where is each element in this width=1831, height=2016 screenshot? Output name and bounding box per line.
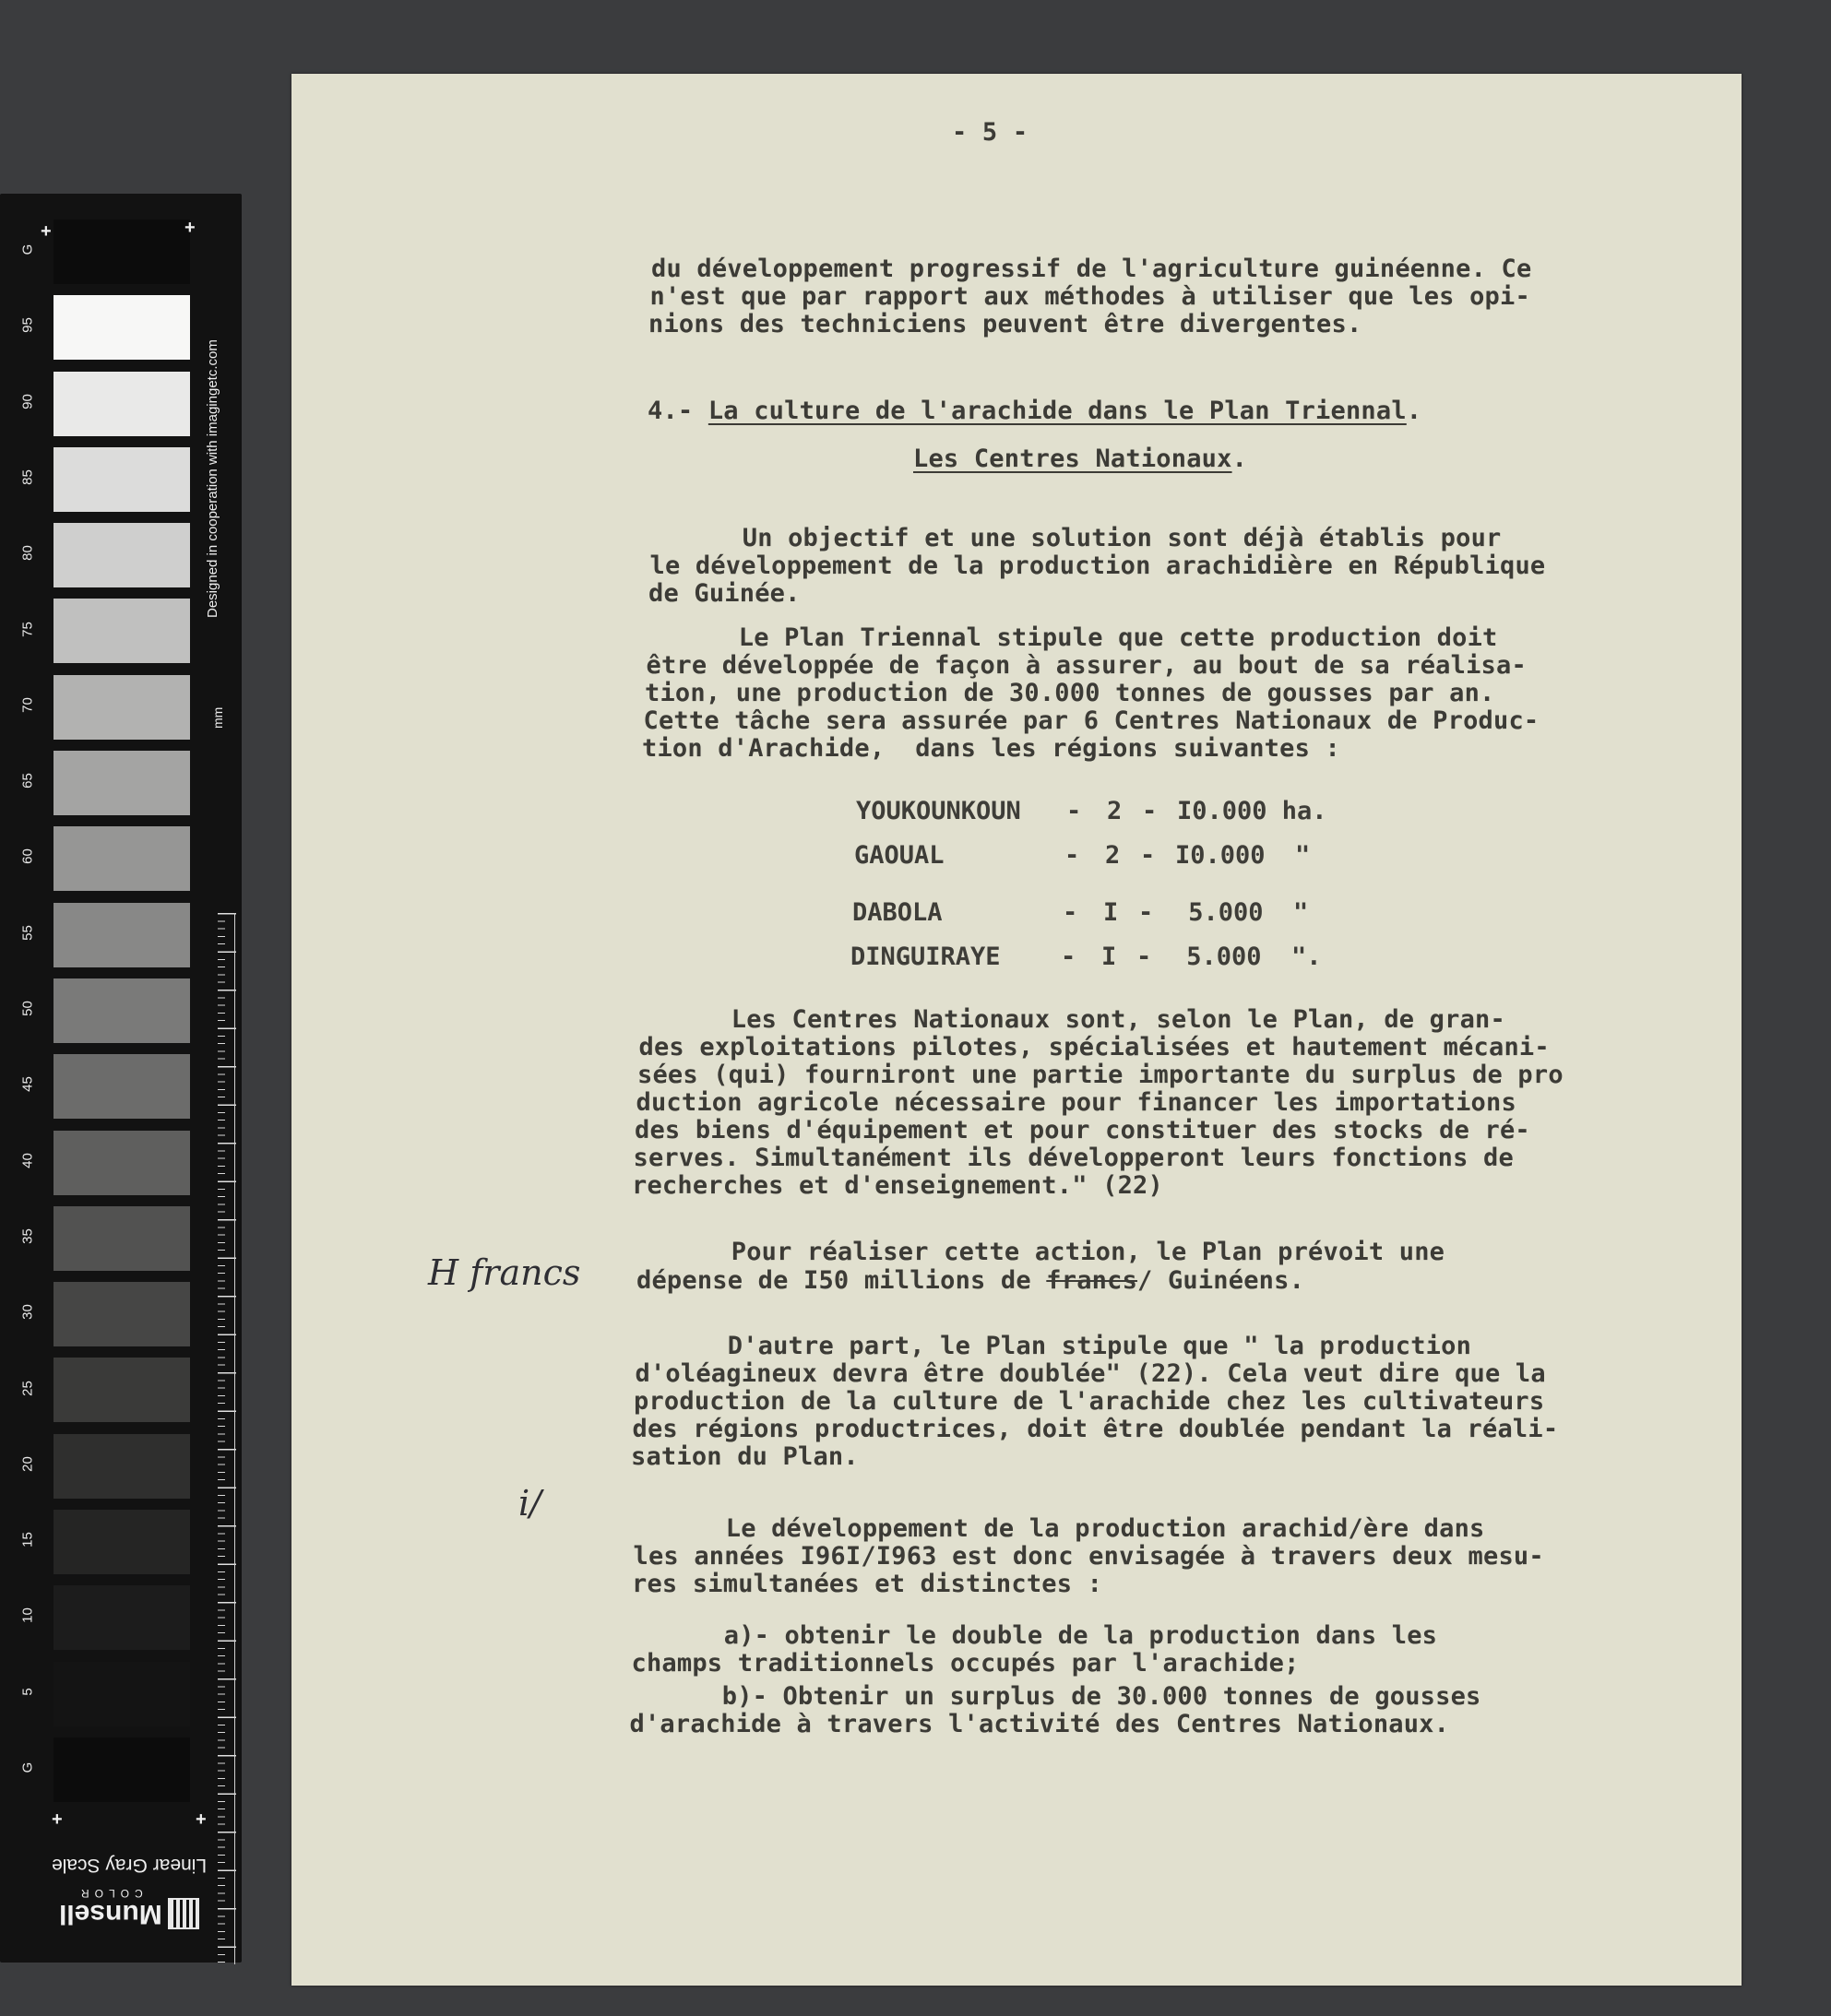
- text-line: être développée de façon à assurer, au bout de sa réalisa-: [646, 651, 1527, 680]
- gray-step-label: 15: [19, 1532, 36, 1548]
- gray-step-label: 50: [19, 1001, 36, 1016]
- struck-word: francs: [1046, 1266, 1138, 1295]
- gray-step-label: 70: [19, 696, 36, 713]
- text-line: Le Plan Triennal stipule que cette production doit: [648, 623, 1498, 652]
- text-line: sation du Plan.: [631, 1442, 859, 1471]
- handwritten-margin-mark: i/: [518, 1483, 541, 1524]
- region-area: I0.000 ha.: [1177, 797, 1327, 825]
- gray-swatch: [54, 1662, 190, 1726]
- text-line: serves. Simultanément ils développeront leurs fonctions de: [633, 1144, 1514, 1172]
- text-line: des régions productrices, doit être doublée pendant la réali-: [632, 1415, 1559, 1443]
- mm-ruler-edge: [234, 913, 235, 1964]
- gray-swatch: [54, 1206, 190, 1271]
- text-line: n'est que par rapport aux méthodes à utiliser que les opi-: [649, 282, 1530, 311]
- gray-swatch: [54, 523, 190, 587]
- gray-step-label: 20: [19, 1455, 36, 1472]
- gray-swatch: [54, 1510, 190, 1574]
- text-line: nions des techniciens peuvent être divergentes.: [648, 310, 1362, 338]
- text-line: des exploitations pilotes, spécialisées et hautement mécani-: [638, 1033, 1550, 1061]
- gray-step-label: 90: [19, 393, 36, 409]
- text-line: Les Centres Nationaux sont, selon le Plan, de gran-: [640, 1005, 1505, 1034]
- section-heading: [648, 397, 1421, 425]
- gray-swatch: [54, 295, 190, 360]
- text-line: les années I96I/I963 est donc envisagée à travers deux mesu-: [633, 1542, 1544, 1571]
- text-line: D'autre part, le Plan stipule que " la production: [636, 1332, 1472, 1360]
- gray-step-label: 85: [19, 469, 36, 485]
- gray-swatch: [54, 1054, 190, 1119]
- gray-swatch: [54, 1358, 190, 1422]
- paragraph-4-line2: [636, 1266, 1304, 1295]
- text-line: le développement de la production arachidière en République: [649, 551, 1546, 580]
- text-line: Un objectif et une solution sont déjà établis pour: [651, 524, 1502, 552]
- munsell-logo-icon: [168, 1898, 199, 1929]
- mm-ruler-major-ticks: [218, 913, 236, 1964]
- text-line: d'arachide à travers l'activité des Centres Nationaux.: [629, 1710, 1450, 1738]
- dash: -: [1140, 841, 1156, 870]
- paragraph-4-text-a: dépense de I50 millions de: [636, 1266, 1047, 1295]
- gray-swatches: [54, 219, 196, 1813]
- text-line: champs traditionnels occupés par l'arachide;: [631, 1649, 1300, 1678]
- region-name: GAOUAL: [854, 841, 945, 870]
- gray-swatch: [54, 1282, 190, 1346]
- gray-step-label: G: [19, 1761, 36, 1773]
- gray-swatch: [54, 903, 190, 967]
- gray-swatch: [54, 372, 190, 436]
- gray-step-label: 65: [19, 773, 36, 789]
- gray-step-label: 10: [19, 1607, 36, 1624]
- credit-text: Designed in cooperation with imagingetc.com: [205, 339, 220, 618]
- gray-swatch: [54, 1131, 190, 1195]
- center-count: 2: [1107, 797, 1123, 825]
- brand-sub: COLOR: [76, 1887, 143, 1900]
- gray-swatch: [54, 219, 190, 284]
- region-name: DINGUIRAYE: [850, 943, 1001, 971]
- gray-step-label: 95: [19, 317, 36, 334]
- text-line: tion, une production de 30.000 tonnes de gousses par an.: [645, 679, 1495, 707]
- section-number: 4.-: [648, 397, 694, 425]
- gray-step-label: 35: [19, 1228, 36, 1244]
- gray-swatch: [54, 978, 190, 1043]
- gray-step-label: 55: [19, 924, 36, 941]
- gray-step-label: 60: [19, 848, 36, 865]
- dash: -: [1138, 898, 1154, 927]
- region-name: YOUKOUNKOUN: [856, 797, 1021, 825]
- registration-mark: +: [196, 1809, 207, 1830]
- gray-swatch: [54, 751, 190, 815]
- gray-step-label: 75: [19, 621, 36, 637]
- scale-title: Linear Gray Scale: [52, 1855, 208, 1876]
- paragraph-4-text-b: / Guinéens.: [1137, 1266, 1305, 1295]
- gray-step-label: 25: [19, 1380, 36, 1396]
- section-title-line2-end: .: [1231, 445, 1248, 473]
- registration-mark: +: [184, 218, 196, 238]
- gray-swatch: [54, 1434, 190, 1499]
- text-line: de Guinée.: [648, 579, 801, 608]
- brand-name: Munsell: [59, 1899, 162, 1929]
- section-title-line1-end: .: [1406, 397, 1422, 425]
- dash: -: [1063, 898, 1078, 927]
- dash: -: [1064, 841, 1080, 870]
- region-area: 5.000 ": [1173, 898, 1309, 927]
- step-labels: [0, 194, 55, 1963]
- text-line: res simultanées et distinctes :: [632, 1570, 1103, 1598]
- text-line: duction agricole nécessaire pour financer les importations: [636, 1088, 1516, 1117]
- handwritten-margin-note: H francs: [428, 1252, 581, 1293]
- page-number: - 5 -: [952, 118, 1028, 147]
- paragraph-4-line1: Pour réaliser cette action, le Plan prévoit une: [640, 1238, 1445, 1266]
- gray-swatch: [54, 447, 190, 512]
- region-name: DABOLA: [852, 898, 943, 927]
- gray-step-label: 30: [19, 1304, 36, 1321]
- gray-scale-card: [0, 194, 242, 1963]
- ruler-unit: mm: [210, 706, 225, 729]
- dash: -: [1061, 943, 1076, 971]
- text-line: d'oléagineux devra être doublée" (22). Cela veut dire que la: [635, 1359, 1546, 1388]
- gray-swatch: [54, 675, 190, 740]
- registration-mark: +: [41, 221, 52, 242]
- text-line: du développement progressif de l'agriculture guinéenne. Ce: [651, 255, 1532, 283]
- center-count: I: [1101, 943, 1117, 971]
- gray-step-label: 45: [19, 1076, 36, 1093]
- text-line: b)- Obtenir un surplus de 30.000 tonnes de gousses: [631, 1682, 1481, 1711]
- text-line: recherches et d'enseignement." (22): [632, 1171, 1163, 1200]
- section-title-line2: Les Centres Nationaux: [913, 445, 1232, 473]
- gray-swatch: [54, 1737, 190, 1802]
- gray-swatch: [54, 1585, 190, 1650]
- gray-step-label: G: [19, 243, 36, 255]
- text-line: Cette tâche sera assurée par 6 Centres Nationaux de Produc-: [643, 706, 1540, 735]
- center-count: I: [1103, 898, 1119, 927]
- text-line: des biens d'équipement et pour constituer des stocks de ré-: [635, 1116, 1530, 1144]
- text-line: sées (qui) fourniront une partie importante du surplus de pro: [637, 1061, 1563, 1089]
- region-area: I0.000 ": [1175, 841, 1311, 870]
- gray-step-label: 5: [19, 1688, 36, 1696]
- dash: -: [1066, 797, 1082, 825]
- section-title-line1: La culture de l'arachide dans le Plan Triennal: [707, 397, 1407, 425]
- registration-mark: +: [52, 1809, 63, 1830]
- gray-step-label: 80: [19, 545, 36, 562]
- gray-swatch: [54, 826, 190, 891]
- text-line: a)- obtenir le double de la production dans les: [633, 1621, 1438, 1650]
- dash: -: [1142, 797, 1158, 825]
- text-line: production de la culture de l'arachide chez les cultivateurs: [634, 1387, 1545, 1416]
- region-area: 5.000 ".: [1171, 943, 1322, 971]
- document-page: [291, 74, 1742, 1986]
- gray-swatch: [54, 599, 190, 663]
- center-count: 2: [1105, 841, 1121, 870]
- section-subheading: [913, 445, 1247, 473]
- dash: -: [1136, 943, 1152, 971]
- text-line: Le développement de la production arachid/ère dans: [635, 1514, 1485, 1543]
- text-line: tion d'Arachide, dans les régions suivantes :: [642, 734, 1340, 763]
- gray-step-label: 40: [19, 1152, 36, 1168]
